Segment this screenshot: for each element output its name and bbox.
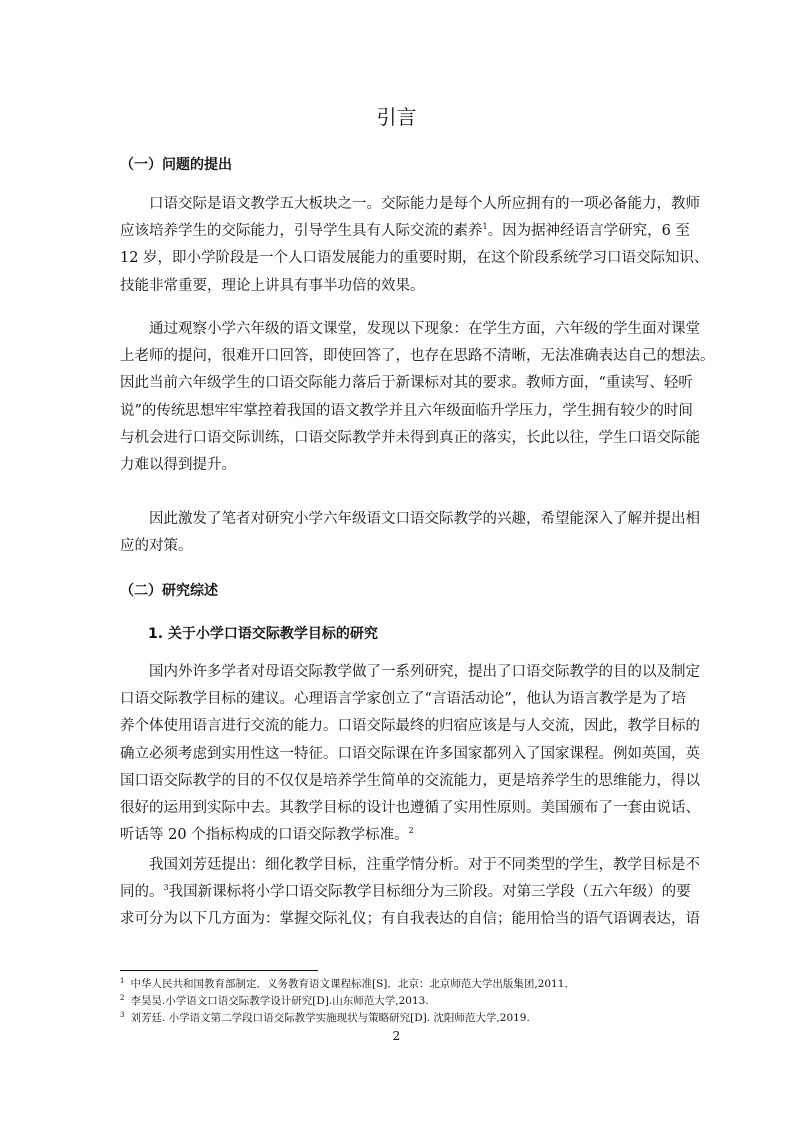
text-line: 应的对策。 <box>120 538 193 555</box>
text-line: 技能非常重要，理论上讲具有事半功倍的效果。 <box>120 277 425 294</box>
text-line: 口语交际教学目标的建议。心理语言学家创立了“言语活动论”，他认为语言教学是为了培 <box>120 691 686 708</box>
text-segment: 应该培养学生的交际能力，引导学生具有人际交流的素养 <box>120 223 483 240</box>
paragraph <box>120 316 715 479</box>
text-line <box>120 879 691 906</box>
section-heading-problem: （一）问题的提出 <box>120 157 232 173</box>
paragraph <box>120 191 709 300</box>
text-line: 因此当前六年级学生的口语交际能力落后于新课标对其的要求。教师方面，“重读写、轻听 <box>120 375 693 392</box>
text-line: 通过观察小学六年级的语文课堂，发现以下现象：在学生方面，六年级的学生面对课堂 <box>149 321 700 337</box>
text-line: 养个体使用语言进行交流的能力。口语交际最终的归宿应该是与人交流，因此，教学目标的 <box>120 718 700 735</box>
paragraph <box>120 506 700 560</box>
text-line: 口语交际是语文教学五大板块之一。交际能力是每个人所应拥有的一项必备能力，教师 <box>149 196 700 212</box>
text-segment: 同的。 <box>120 884 164 901</box>
footnote-number: 3 <box>120 1010 125 1019</box>
text-line: 很好的运用到实际中去。其教学目标的设计也遵循了实用性原则。美国颁布了一套由说话、 <box>120 800 700 817</box>
text-line <box>120 218 690 245</box>
footnote <box>120 1010 674 1027</box>
page-title: 引言 <box>376 105 417 129</box>
footnote-divider <box>120 970 318 971</box>
footnote-ref: 2 <box>408 826 414 836</box>
subsection-heading: 1. 关于小学口语交际教学目标的研究 <box>148 626 378 642</box>
text-line: 求可分为以下几方面为：掌握交际礼仪；有自我表达的自信；能用恰当的语气语调表达，语 <box>120 911 700 928</box>
text-line: 12 岁，即小学阶段是一个人口语发展能力的重要时期，在这个阶段系统学习口语交际知识、 <box>120 250 709 267</box>
text-line: 国内外许多学者对母语交际教学做了一系列研究，提出了口语交际教学的目的以及制定 <box>149 664 700 680</box>
text-line: 力难以得到提升。 <box>120 457 236 474</box>
text-line: 国口语交际教学的目的不仅仅是培养学生简单的交流能力，更是培养学生的思维能力，得以 <box>120 772 700 789</box>
footnote-ref: 3 <box>163 883 169 893</box>
text-line: 因此激发了笔者对研究小学六年级语文口语交际教学的兴趣，希望能深入了解并提出相 <box>149 511 700 527</box>
text-segment: 听话等 20 个指标构成的口语交际教学标准。 <box>120 827 409 844</box>
footnote <box>120 993 674 1010</box>
footnote-text: 刘芳廷. 小学语文第二学段口语交际教学实施现状与策略研究[D]. 沈阳师范大学,2019. <box>130 1012 530 1024</box>
page-number: 2 <box>392 1029 401 1043</box>
text-line: 我国刘芳廷提出：细化教学目标，注重学情分析。对于不同类型的学生，教学目标是不 <box>149 857 700 873</box>
paragraph <box>120 852 700 934</box>
text-segment: 我国新课标将小学口语交际教学目标细分为三阶段。对第三学段（五六年级）的要 <box>168 884 691 901</box>
text-line: 与机会进行口语交际训练，口语交际教学并未得到真正的落实，长此以往，学生口语交际能 <box>120 429 700 446</box>
footnote-text: 李昊昊.小学语文口语交际教学设计研究[D].山东师范大学,2013. <box>130 995 429 1007</box>
text-line: 上老师的提问，很难开口回答，即使回答了，也存在思路不清晰，无法准确表达自己的想法。 <box>120 348 715 365</box>
paragraph <box>120 659 700 849</box>
footnote-text: 中华人民共和国教育部制定．义务教育语文课程标准[S]．北京：北京师范大学出版集团,2011． <box>130 978 575 990</box>
footnote-number: 2 <box>120 993 125 1002</box>
text-line <box>120 822 674 849</box>
footnote <box>120 976 674 993</box>
footnotes <box>120 976 674 1027</box>
text-segment: 。因为据神经语言学研究，6 至 <box>487 223 690 240</box>
section-heading-review: （二）研究综述 <box>120 583 218 599</box>
footnote-number: 1 <box>120 976 125 985</box>
text-line: 说”的传统思想牢牢掌控着我国的语文教学并且六年级面临升学压力，学生拥有较少的时间 <box>120 402 693 419</box>
text-line: 确立必须考虑到实用性这一特征。口语交际课在许多国家都列入了国家课程。例如英国，英 <box>120 745 700 762</box>
footnote-ref: 1 <box>482 222 488 232</box>
